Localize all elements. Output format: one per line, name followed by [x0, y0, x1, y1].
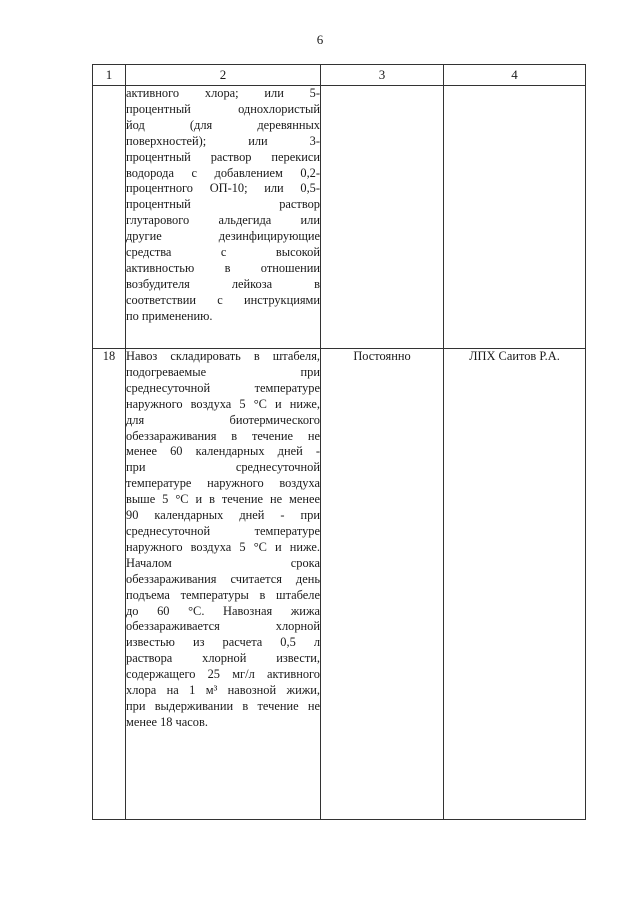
table-row	[93, 349, 586, 820]
measure-text-line: подогреваемые при	[126, 364, 320, 379]
measure-text-line: йод (для деревянных	[126, 117, 320, 132]
measure-text-line: процентный раствор	[126, 197, 320, 212]
measure-text-line: содержащего 25 мг/л активного	[126, 667, 320, 682]
measure-text-line: раствора хлорной извести,	[126, 651, 320, 666]
table-header-row	[93, 65, 586, 86]
measure-text-line: средства с высокой	[126, 245, 320, 260]
responsible-cell: ЛПХ Саитов Р.А.	[444, 349, 586, 820]
measure-text-line: обеззараживания в течение не	[126, 428, 320, 443]
measure-text-line: водорода с добавлением 0,2-	[126, 165, 320, 180]
row-number: 18	[93, 349, 126, 820]
measure-text-line: обеззараживания считается день	[126, 571, 320, 586]
header-col-4: 4	[444, 65, 586, 86]
measure-text-line: поверхностей); или 3-	[126, 133, 320, 148]
measure-text-line: активностью в отношении	[126, 260, 320, 275]
measure-text-line: до 60 °С. Навозная жижа	[126, 603, 320, 618]
term-cell	[321, 86, 444, 349]
measure-text-line: процентный раствор перекиси	[126, 149, 320, 164]
measure-text-line: подъема температуры в штабеле	[126, 587, 320, 602]
page-number: 6	[316, 32, 324, 47]
measure-text-line: для биотермического	[126, 412, 320, 427]
measure-text-line: 90 календарных дней - при	[126, 508, 320, 523]
table-row	[93, 86, 586, 349]
measure-text-line: хлора на 1 м³ навозной жижи,	[126, 683, 320, 698]
measure-text-line: наружного воздуха 5 °С и ниже.	[126, 539, 320, 554]
measure-text	[126, 349, 321, 820]
measure-text-line: процентный однохлористый	[126, 101, 320, 116]
measure-text-line: возбудителя лейкоза в	[126, 276, 320, 291]
measure-text-line: Навоз складировать в штабеля,	[126, 349, 320, 363]
header-col-1: 1	[93, 65, 126, 86]
measure-text-line: менее 18 часов.	[126, 714, 208, 729]
measure-text-line: Началом срока	[126, 555, 320, 570]
measure-text-line: процентного ОП-10; или 0,5-	[126, 181, 320, 196]
measure-text-line: активного хлора; или 5-	[126, 86, 320, 100]
measure-text-line: глутарового альдегида или	[126, 213, 320, 228]
measure-text-line: при выдерживании в течение не	[126, 698, 320, 713]
measure-text	[126, 86, 321, 349]
measure-text-line: по применению.	[126, 308, 213, 323]
measure-text-line: среднесуточной температуре	[126, 523, 320, 538]
measure-text-line: другие дезинфицирующие	[126, 229, 320, 244]
measure-text-line: при среднесуточной	[126, 460, 320, 475]
measure-text-line: менее 60 календарных дней -	[126, 444, 320, 459]
term-cell: Постоянно	[321, 349, 444, 820]
measure-text-line: соответствии с инструкциями	[126, 292, 320, 307]
measure-text-line: выше 5 °С и в течение не менее	[126, 492, 320, 507]
row-number	[93, 86, 126, 349]
measure-text-line: наружного воздуха 5 °С и ниже,	[126, 396, 320, 411]
measures-table	[92, 64, 586, 820]
measure-text-line: среднесуточной температуре	[126, 380, 320, 395]
measure-text-line: известью из расчета 0,5 л	[126, 635, 320, 650]
measure-text-line: обеззараживается хлорной	[126, 619, 320, 634]
header-col-3: 3	[321, 65, 444, 86]
header-col-2: 2	[126, 65, 321, 86]
measure-text-line: температуре наружного воздуха	[126, 476, 320, 491]
responsible-cell	[444, 86, 586, 349]
